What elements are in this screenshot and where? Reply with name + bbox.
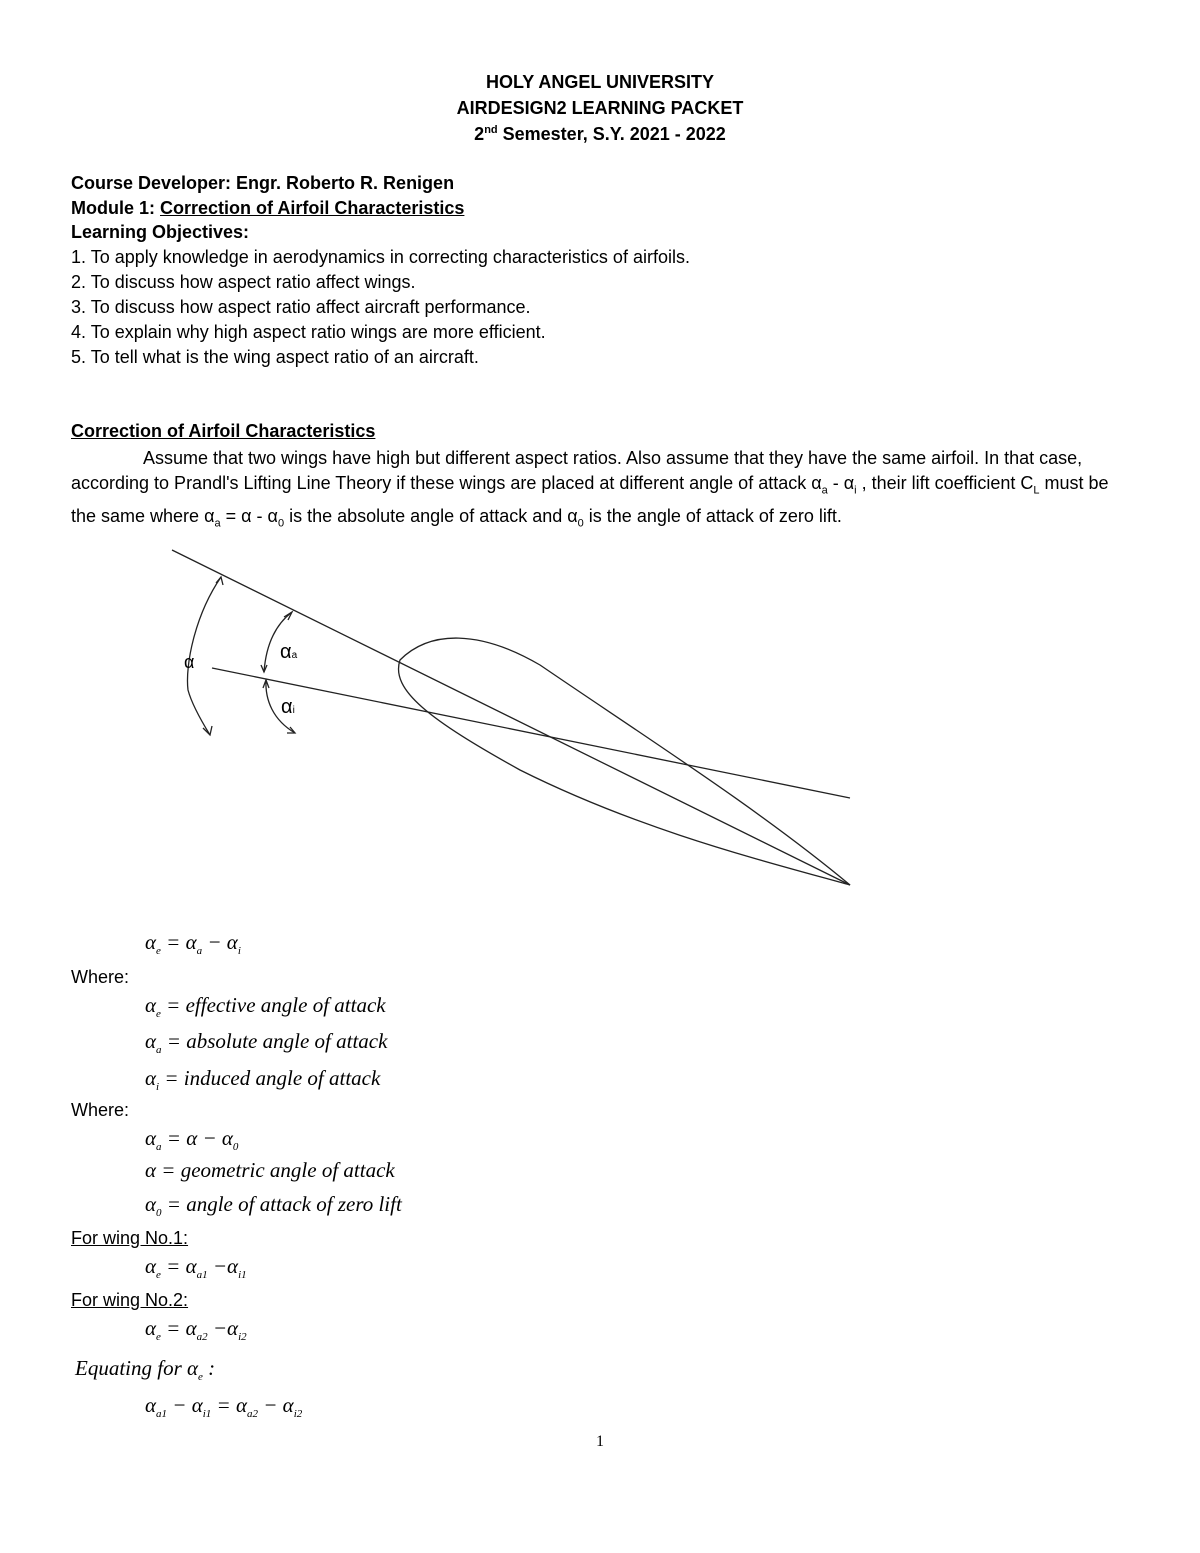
equation-absolute-angle: $\alpha_a = \alpha - \alpha_0$	[145, 1126, 239, 1154]
objective-item: 2. To discuss how aspect ratio affect wings.	[71, 272, 416, 292]
page-number: 1	[596, 1433, 604, 1450]
wing-1-heading: For wing No.1:	[71, 1228, 189, 1248]
definition-zero-lift: $\alpha_0$ = angle of attack of zero lift	[145, 1192, 402, 1220]
university-title: HOLY ANGEL UNIVERSITY	[485, 72, 715, 92]
where-label: Where:	[71, 967, 130, 987]
section-heading: Correction of Airfoil Characteristics	[71, 421, 376, 441]
where-label: Where:	[71, 1100, 130, 1120]
packet-title: AIRDESIGN2 LEARNING PACKET	[456, 98, 744, 118]
airfoil-shape	[399, 638, 851, 885]
definition-absolute: $\alpha_a$ = absolute angle of attack	[145, 1029, 388, 1057]
alpha-i-label: αi	[281, 696, 295, 718]
module-title: Module 1: Correction of Airfoil Characteristics	[71, 198, 465, 218]
freestream-line	[212, 668, 850, 798]
course-developer: Course Developer: Engr. Roberto R. Renigen	[71, 173, 455, 193]
section-paragraph: Assume that two wings have high but different aspect ratios. Also assume that they have the same airfoil. In that case, according to Prandl's Lifting Line Theory if these wings are placed at different angle of attack $\alpha_a - \alpha_i$ , their lift coefficient $C_L$ must be the same where $\alpha_a = \alpha - \alpha_0$ is the absolute angle of attack and $\alpha_0$ is the angle of attack of zero lift.	[71, 448, 1109, 530]
equation-effective-angle: $\alpha_e = \alpha_a - \alpha_i$	[145, 930, 241, 958]
wing-2-heading: For wing No.2:	[71, 1290, 189, 1310]
equation-equated: $\alpha_{a1} - \alpha_{i1} = \alpha_{a2} - \alpha_{i2}$	[145, 1393, 303, 1421]
equation-wing-2: $\alpha_e = \alpha_{a2} -\alpha_{i2}$	[145, 1316, 247, 1344]
objective-item: 1. To apply knowledge in aerodynamics in correcting characteristics of airfoils.	[71, 247, 690, 267]
objective-item: 4. To explain why high aspect ratio wings are more efficient.	[71, 322, 546, 342]
definition-effective: $\alpha_e$ = effective angle of attack	[145, 993, 386, 1021]
equating-label: Equating for $\alpha_e$ :	[75, 1356, 216, 1384]
objective-item: 3. To discuss how aspect ratio affect aircraft performance.	[71, 297, 531, 317]
equation-wing-1: $\alpha_e = \alpha_{a1} -\alpha_{i1}$	[145, 1254, 247, 1282]
alpha-label: α	[184, 652, 195, 672]
chord-line	[172, 550, 850, 885]
definition-geometric: α = geometric angle of attack	[145, 1158, 395, 1182]
airfoil-diagram	[0, 540, 1200, 900]
objective-item: 5. To tell what is the wing aspect ratio of an aircraft.	[71, 347, 479, 367]
semester-line: 2nd Semester, S.Y. 2021 - 2022	[474, 124, 726, 144]
definition-induced: $\alpha_i$ = induced angle of attack	[145, 1066, 381, 1094]
alpha-a-label: αa	[280, 641, 298, 663]
objectives-heading: Learning Objectives:	[71, 222, 250, 242]
